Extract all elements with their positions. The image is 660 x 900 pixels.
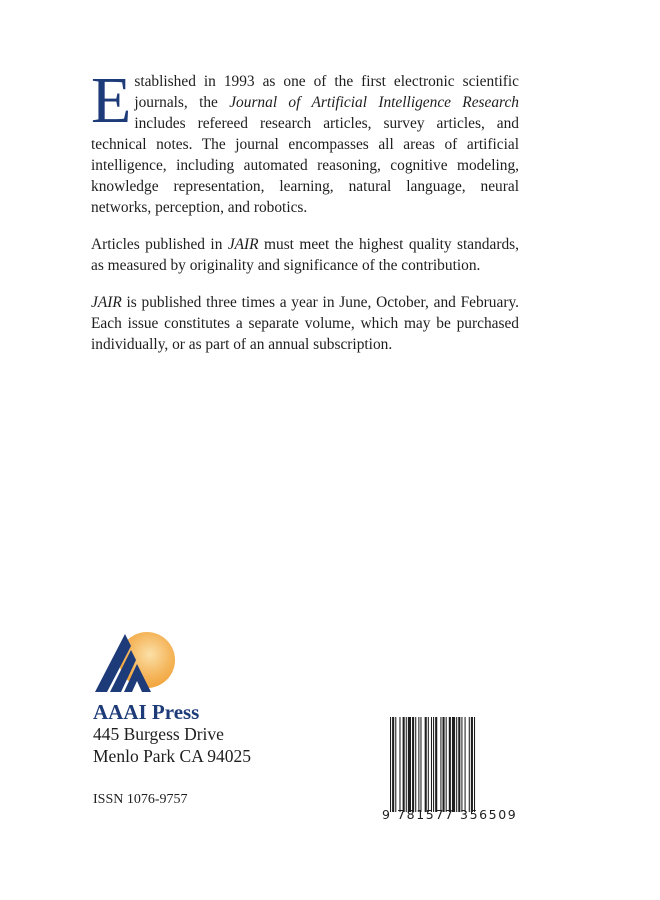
intro-text-1: stablished in 1993 as one of the first electronic scientific journals, the: [134, 73, 519, 111]
barcode-bar: [461, 717, 462, 812]
barcode-bar: [428, 717, 429, 812]
barcode-bar: [403, 717, 405, 812]
back-cover-text: [91, 64, 519, 371]
barcode-bar: [443, 717, 445, 812]
quality-text-1: Articles published in: [91, 236, 228, 253]
publication-paragraph: [91, 292, 519, 355]
publisher-name: AAAI Press: [93, 700, 200, 724]
barcode-bar: [395, 717, 396, 812]
quality-text-2: must meet the highest quality standards, as measured by originality and significance of the contribution.: [91, 236, 519, 274]
journal-abbr: JAIR: [227, 236, 259, 253]
barcode-bar: [440, 717, 441, 812]
publisher-street: 445 Burgess Drive: [93, 724, 224, 744]
barcode-bar: [469, 717, 470, 812]
journal-title: Journal of Artificial Intelligence Research: [229, 94, 519, 111]
barcode-bar: [415, 717, 416, 812]
issn: ISSN 1076-9757: [93, 792, 188, 807]
barcode-bar: [435, 717, 437, 812]
barcode-bar: [431, 717, 432, 812]
publication-text: is published three times a year in June, October, and February. Each issue constitutes a separate volume, which may be purchased individually, or as part of an annual subscription.: [91, 294, 519, 353]
barcode-icon: [390, 717, 506, 812]
aaai-press-logo-icon: [93, 632, 179, 696]
barcode-bar: [449, 717, 451, 812]
barcode-number: 9 781577 356509: [382, 807, 518, 822]
barcode-bar: [471, 717, 473, 812]
barcode-bar: [420, 717, 421, 812]
barcode-bar: [425, 717, 427, 812]
intro-text-2: includes refereed research articles, survey articles, and technical notes. The journal encompasses all areas of artificial intelligence, including automated reasoning, cognitive modeling, knowledge representation, learning, natural language, neural networks, perception, and robotics.: [91, 115, 519, 216]
barcode-bar: [452, 717, 455, 812]
journal-abbr: JAIR: [91, 294, 122, 311]
barcode-bar: [433, 717, 434, 812]
barcode-bar: [412, 717, 414, 812]
barcode-bar: [392, 717, 394, 812]
publisher-city: Menlo Park CA 94025: [93, 746, 251, 766]
barcode-bar: [474, 717, 475, 812]
barcode-bar: [446, 717, 447, 812]
barcode-bar: [399, 717, 400, 812]
barcode-bar: [465, 717, 466, 812]
barcode-bar: [390, 717, 391, 812]
barcode-bar: [458, 717, 460, 812]
barcode-bar: [406, 717, 407, 812]
barcode-bar: [418, 717, 419, 812]
barcode-bar: [408, 717, 411, 812]
drop-cap: E: [91, 64, 132, 137]
quality-paragraph: [91, 234, 519, 276]
barcode-bar: [456, 717, 457, 812]
intro-paragraph: [91, 64, 519, 218]
